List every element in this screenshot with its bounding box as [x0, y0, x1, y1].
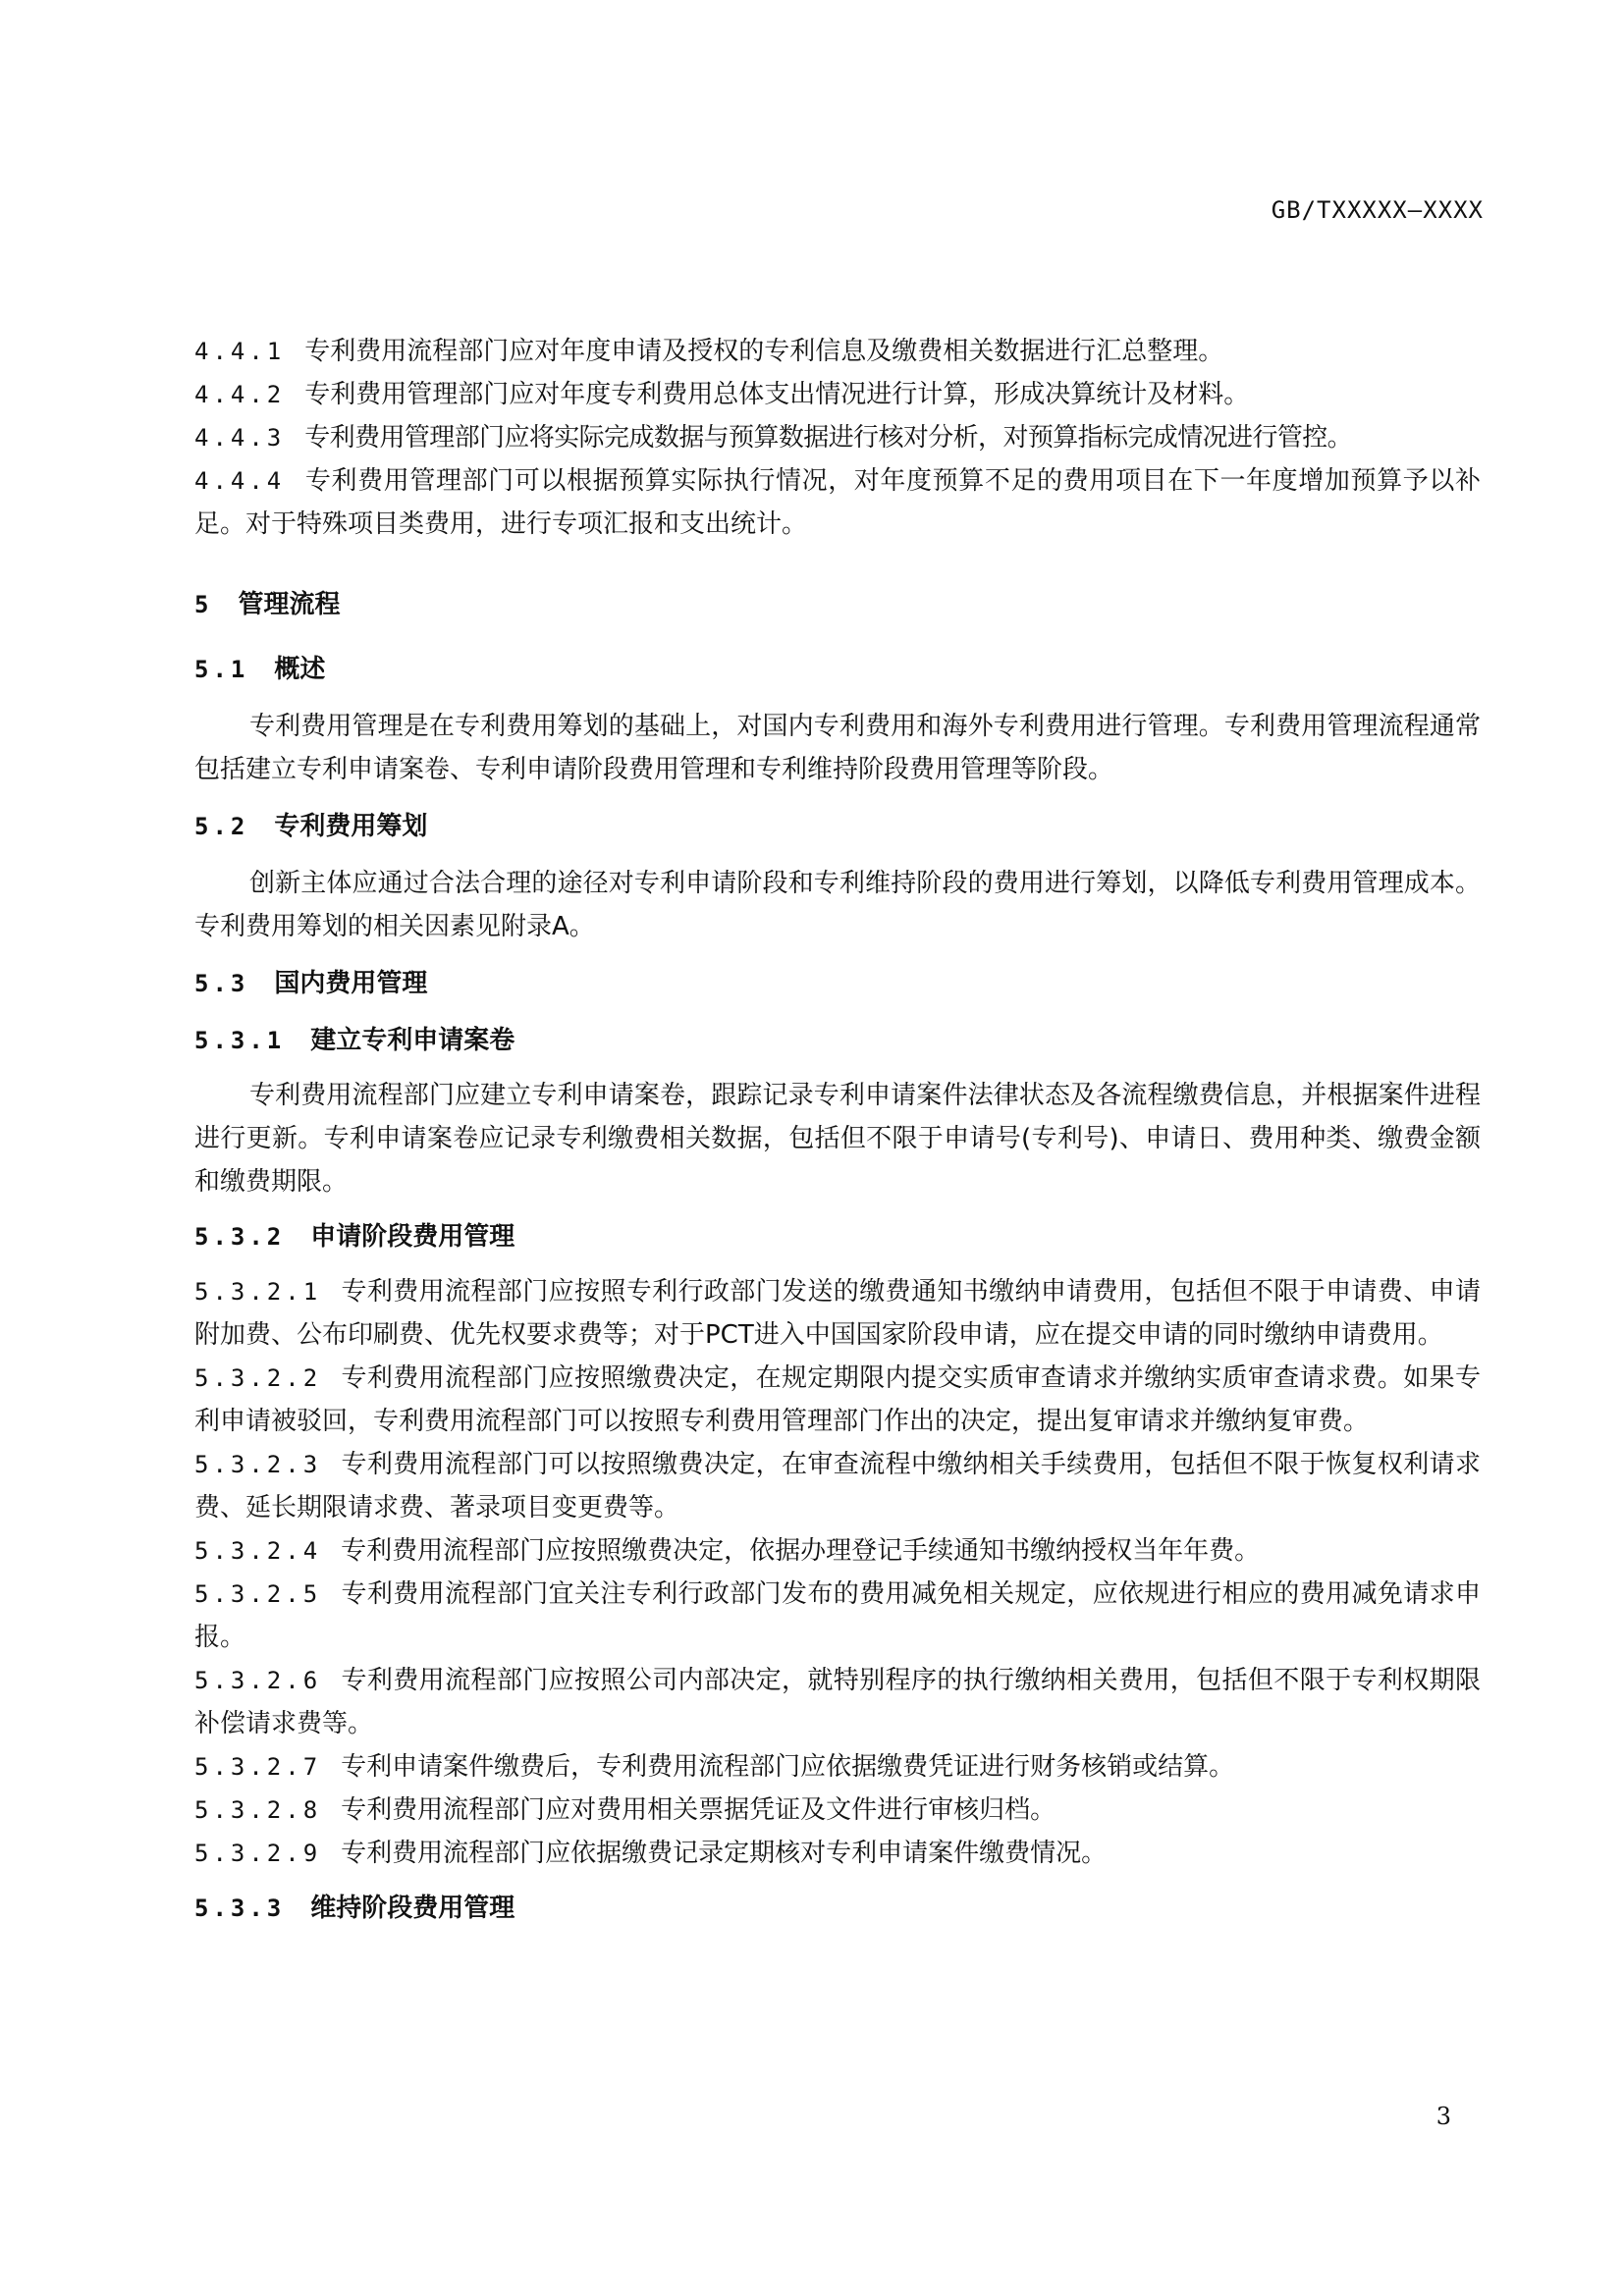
section-5-heading — [194, 583, 1481, 626]
section-number: 5.1 — [194, 656, 249, 683]
document-code-header: GB/TXXXXX—XXXX — [1271, 196, 1484, 224]
section-title: 国内费用管理 — [274, 969, 428, 998]
clause-5-3-2-9 — [194, 1832, 1481, 1875]
section-number: 5.3 — [194, 970, 249, 997]
clause-text: 专利费用管理部门应对年度专利费用总体支出情况进行计算，形成决算统计及材料。 — [304, 380, 1250, 409]
section-number: 5.2 — [194, 813, 249, 840]
section-number: 5.3.1 — [194, 1027, 286, 1054]
section-title: 专利费用筹划 — [274, 812, 428, 841]
section-number: 5.3.2 — [194, 1223, 286, 1251]
clause-number: 5.3.2.3 — [194, 1451, 322, 1478]
clause-text: 专利费用流程部门应按照专利行政部门发送的缴费通知书缴纳申请费用，包括但不限于申请费、申请附加费、公布印刷费、优先权要求费等；对于PCT进入中国国家阶段申请，应在提交申请的同时缴纳申请费用。 — [194, 1277, 1481, 1350]
clause-number: 5.3.2.9 — [194, 1840, 322, 1867]
clause-text: 专利费用流程部门应对年度申请及授权的专利信息及缴费相关数据进行汇总整理。 — [304, 337, 1224, 366]
section-title: 申请阶段费用管理 — [310, 1222, 515, 1252]
section-5-3-1-heading — [194, 1019, 1481, 1062]
clause-4-4-1 — [194, 330, 1481, 373]
clause-5-3-2-1 — [194, 1270, 1481, 1357]
clause-5-3-2-3 — [194, 1443, 1481, 1529]
clause-number: 5.3.2.1 — [194, 1278, 322, 1306]
section-title: 维持阶段费用管理 — [310, 1894, 515, 1923]
clause-text: 专利费用流程部门应按照缴费决定，依据办理登记手续通知书缴纳授权当年年费。 — [341, 1536, 1261, 1566]
clause-5-3-2-6 — [194, 1659, 1481, 1745]
section-title: 概述 — [274, 655, 326, 684]
section-5-3-heading — [194, 962, 1481, 1005]
clause-number: 5.3.2.7 — [194, 1753, 322, 1781]
section-5-3-3-heading — [194, 1887, 1481, 1930]
section-5-3-1-body: 专利费用流程部门应建立专利申请案卷，跟踪记录专利申请案件法律状态及各流程缴费信息，并根据案件进程进行更新。专利申请案卷应记录专利缴费相关数据，包括但不限于申请号(专利号)、申请日、费用种类、缴费金额和缴费期限。 — [194, 1081, 1481, 1197]
section-5-1-body: 专利费用管理是在专利费用筹划的基础上，对国内专利费用和海外专利费用进行管理。专利费用管理流程通常包括建立专利申请案卷、专利申请阶段费用管理和专利维持阶段费用管理等阶段。 — [194, 712, 1481, 784]
clause-text: 专利申请案件缴费后，专利费用流程部门应依据缴费凭证进行财务核销或结算。 — [341, 1752, 1235, 1782]
section-5-3-2-heading — [194, 1215, 1481, 1258]
page-number: 3 — [1435, 2103, 1451, 2130]
clause-text: 专利费用流程部门宜关注专利行政部门发布的费用减免相关规定，应依规进行相应的费用减免请求申报。 — [194, 1579, 1481, 1652]
section-title: 管理流程 — [238, 590, 341, 619]
clause-number: 4.4.4 — [194, 467, 286, 495]
clause-text: 专利费用流程部门应按照公司内部决定，就特别程序的执行缴纳相关费用，包括但不限于专利权期限补偿请求费等。 — [194, 1666, 1481, 1738]
clause-5-3-2-5 — [194, 1573, 1481, 1659]
clause-text: 专利费用流程部门可以按照缴费决定，在审查流程中缴纳相关手续费用，包括但不限于恢复权利请求费、延长期限请求费、著录项目变更费等。 — [194, 1450, 1481, 1522]
clause-5-3-2-8 — [194, 1789, 1481, 1832]
clause-4-4-2 — [194, 373, 1481, 416]
clause-4-4-3 — [194, 416, 1481, 459]
clause-text: 专利费用流程部门应对费用相关票据凭证及文件进行审核归档。 — [341, 1795, 1056, 1825]
section-5-2-body: 创新主体应通过合法合理的途径对专利申请阶段和专利维持阶段的费用进行筹划，以降低专利费用管理成本。专利费用筹划的相关因素见附录A。 — [194, 869, 1481, 941]
clause-5-3-2-4 — [194, 1529, 1481, 1573]
page-content — [194, 330, 1481, 1942]
clause-number: 5.3.2.4 — [194, 1537, 322, 1565]
section-number: 5 — [194, 591, 213, 618]
clause-5-3-2-7 — [194, 1745, 1481, 1789]
clause-text: 专利费用流程部门应依据缴费记录定期核对专利申请案件缴费情况。 — [341, 1839, 1108, 1868]
section-5-1-heading — [194, 648, 1481, 691]
section-number: 5.3.3 — [194, 1895, 286, 1922]
clause-text: 专利费用流程部门应按照缴费决定，在规定期限内提交实质审查请求并缴纳实质审查请求费。如果专利申请被驳回，专利费用流程部门可以按照专利费用管理部门作出的决定，提出复审请求并缴纳复审费。 — [194, 1363, 1481, 1436]
clause-number: 4.4.2 — [194, 381, 286, 408]
clause-text: 专利费用管理部门应将实际完成数据与预算数据进行核对分析，对预算指标完成情况进行管控。 — [304, 423, 1353, 453]
clause-number: 4.4.1 — [194, 338, 286, 365]
clause-number: 5.3.2.2 — [194, 1364, 322, 1392]
clause-number: 5.3.2.5 — [194, 1580, 322, 1608]
clause-number: 4.4.3 — [194, 424, 286, 452]
clause-5-3-2-2 — [194, 1357, 1481, 1443]
clause-text: 专利费用管理部门可以根据预算实际执行情况，对年度预算不足的费用项目在下一年度增加预算予以补足。对于特殊项目类费用，进行专项汇报和支出统计。 — [194, 466, 1481, 539]
clause-number: 5.3.2.6 — [194, 1667, 322, 1694]
clause-number: 5.3.2.8 — [194, 1796, 322, 1824]
clause-4-4-4 — [194, 459, 1481, 546]
section-title: 建立专利申请案卷 — [310, 1026, 515, 1055]
section-5-2-heading — [194, 805, 1481, 848]
